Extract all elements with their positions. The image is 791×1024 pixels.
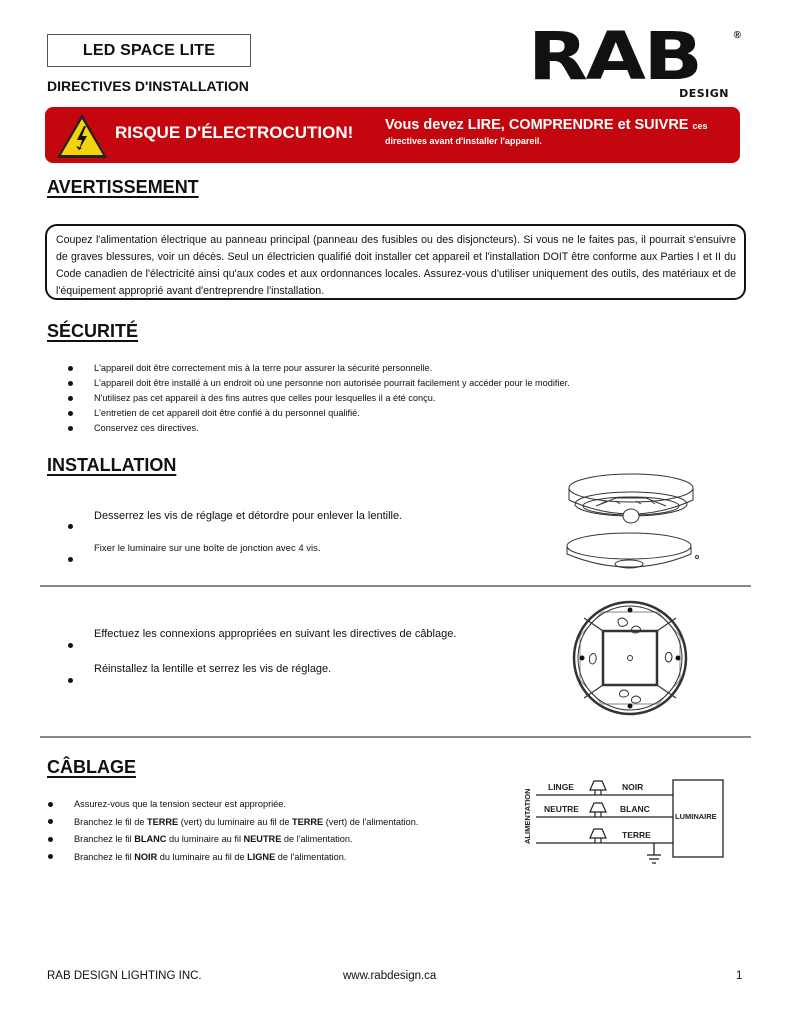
fixture-ground-label: TERRE: [622, 830, 651, 840]
list-item: Effectuez les connexions appropriées en suivant les directives de câblage.: [68, 628, 456, 663]
supply-line-label: LINGE: [548, 782, 574, 792]
product-name: LED SPACE LITE: [82, 41, 216, 59]
logo-sub: DESIGN: [679, 87, 729, 100]
rab-design-logo: [528, 18, 743, 102]
shock-hazard-banner: [45, 107, 740, 163]
fixture-white-label: BLANC: [620, 804, 650, 814]
logo-brand: RAB: [528, 18, 701, 95]
safety-list: [68, 361, 570, 436]
installation-heading: INSTALLATION: [47, 455, 177, 475]
wiring-diagram: [518, 772, 728, 872]
list-item: Fixer le luminaire sur une boîte de jonction avec 4 vis.: [68, 543, 402, 576]
list-item: Branchez le fil de TERRE (vert) du luminaire au fil de TERRE (vert) de l'alimentation.: [48, 814, 418, 832]
registered-mark: ®: [733, 30, 741, 41]
page-number: 1: [736, 970, 743, 982]
banner-instruction-small: ces: [692, 121, 708, 131]
supply-neutral-label: NEUTRE: [544, 804, 579, 814]
footer-company: RAB DESIGN LIGHTING INC.: [47, 970, 202, 982]
installation-steps-1: [68, 510, 402, 576]
list-item: Assurez-vous que la tension secteur est appropriée.: [48, 796, 418, 814]
list-item: L'appareil doit être installé à un endroit où une personne non autorisée pourrait facilement y accéder pour le modifier.: [68, 376, 570, 391]
installation-steps-2: [68, 628, 456, 698]
section-divider: [40, 736, 751, 738]
banner-alert: RISQUE D'ÉLECTROCUTION!: [115, 123, 354, 142]
footer-website[interactable]: www.rabdesign.ca: [343, 970, 437, 982]
banner-instruction: [385, 117, 730, 146]
high-voltage-warning-icon: [55, 112, 109, 160]
fixture-box-label: LUMINAIRE: [675, 812, 717, 821]
fixture-exploded-view-illustration: [556, 468, 706, 578]
fixture-black-label: NOIR: [622, 782, 644, 792]
list-item: Branchez le fil BLANC du luminaire au fil NEUTRE de l'alimentation.: [48, 831, 418, 849]
document-title: DIRECTIVES D'INSTALLATION: [47, 78, 249, 94]
supply-label: ALIMENTATION: [523, 788, 532, 844]
wiring-heading: CÂBLAGE: [47, 757, 136, 777]
list-item: N'utilisez pas cet appareil à des fins autres que celles pour lesquelles il a été conçu.: [68, 391, 570, 406]
warning-heading: AVERTISSEMENT: [47, 177, 199, 197]
section-divider: [40, 585, 751, 587]
product-name-box: [47, 34, 251, 67]
warning-box: [45, 224, 746, 300]
safety-heading: SÉCURITÉ: [47, 321, 139, 341]
list-item: Conservez ces directives.: [68, 421, 570, 436]
wiring-list: [48, 796, 418, 866]
list-item: L'appareil doit être correctement mis à la terre pour assurer la sécurité personnelle.: [68, 361, 570, 376]
list-item: Desserrez les vis de réglage et détordre pour enlever la lentille.: [68, 510, 402, 543]
list-item: Réinstallez la lentille et serrez les vis de réglage.: [68, 663, 456, 698]
list-item: L'entretien de cet appareil doit être confié à du personnel qualifié.: [68, 406, 570, 421]
banner-instruction-main: Vous devez LIRE, COMPRENDRE et SUIVRE: [385, 117, 689, 133]
fixture-mounting-plate-top-view-illustration: [570, 598, 690, 718]
list-item: Branchez le fil NOIR du luminaire au fil de LIGNE de l'alimentation.: [48, 849, 418, 867]
warning-text: Coupez l'alimentation électrique au panneau principal (panneau des fusibles ou des disjoncteurs). Si vous ne le faites pas, il pourrait s'ensuivre de graves blessures, voir un décès. Seul un électricien qualifié doit installer cet appareil et l'installation DOIT être conforme aux Parties I et II du Code canadien de l'électricité ainsi qu'aux codes et aux ordonnances locales. Assurez-vous d'utiliser uniquement des outils, des matériaux et de l'équipement approprié avant d'entreprendre l'installation.: [56, 234, 736, 297]
banner-instruction-line2: directives avant d'installer l'appareil.: [385, 136, 542, 146]
